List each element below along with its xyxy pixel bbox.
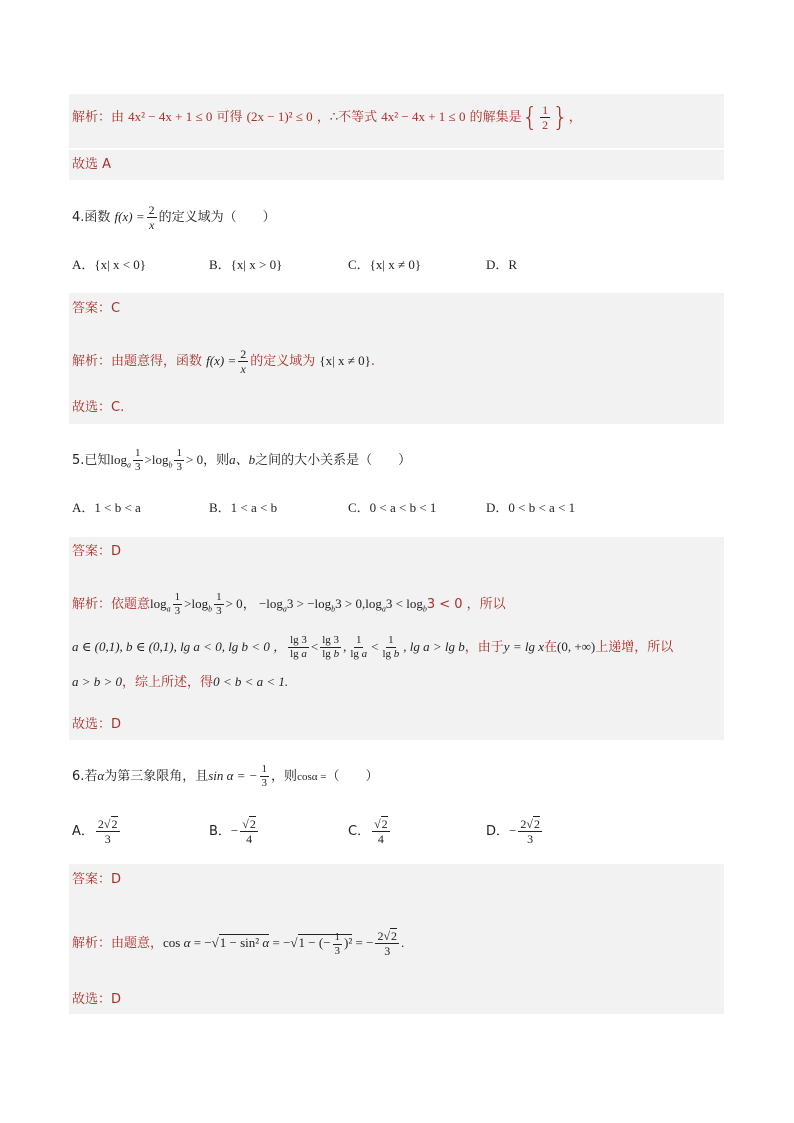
- q6-analysis: 解析：由题意，cos α = −√1 − sin² α = −√1 − (− $\frac{1}{3}$ )² = − $\frac{2√2}{3}$ .: [72, 929, 405, 958]
- q3-analysis-line: 解析：由 4x² − 4x + 1 ≤ 0 可得 (2x − 1)² ≤ 0 ，∴不等式 4x² − 4x + 1 ≤ 0 的解集是{ $\frac{1}{2}$ }，: [72, 102, 582, 133]
- q4-stem: 4.函数 f(x) = $\frac{2}{x}$ 的定义域为（ ）: [72, 203, 276, 232]
- q5-stem: 5.已知$\log_a$ $\frac{1}{3}$ $>\log_b$ $\frac{1}{3}$ > 0，则a、b之间的大小关系是（ ）: [72, 447, 412, 473]
- q3-choose: 故选 A: [72, 157, 112, 172]
- q4-option-c[interactable]: C．{x| x ≠ 0}: [348, 257, 422, 272]
- q4-option-a[interactable]: A．{x| x < 0}: [72, 257, 147, 272]
- q6-choose: 故选：D: [72, 992, 122, 1007]
- q5-option-b[interactable]: B．1 < a < b: [209, 500, 278, 515]
- q4-option-d[interactable]: D．R: [486, 257, 518, 272]
- q4-analysis: 解析：由题意得，函数 f(x) = $\frac{2}{x}$ 的定义域为 {x| x ≠ 0}.: [72, 347, 375, 376]
- q6-answer: 答案：D: [72, 872, 122, 887]
- q4-option-b[interactable]: B．{x| x > 0}: [209, 257, 283, 272]
- q4-fraction: $\frac{2}{x}$: [148, 203, 155, 232]
- q5-choose: 故选：D: [72, 717, 122, 732]
- q6-option-b[interactable]: B．− $\frac{√2}{4}$: [209, 817, 256, 846]
- q5-analysis-line1: 解析：依题意$\log_a$ $\frac{1}{3}$ $>\log_b$ $\frac{1}{3}$ > 0， $-\log_a3 > -\log_b3 > 0,\log_a3 < \log_b3 < 0$ ，所以: [72, 591, 506, 617]
- q5-option-d[interactable]: D．0 < b < a < 1: [486, 500, 576, 515]
- q6-stem: 6.若α为第三象限角，且sin α = − $\frac{1}{3}$ ，则cosα =（ ）: [72, 763, 379, 789]
- q6-option-c[interactable]: C． $\frac{√2}{4}$: [348, 817, 388, 846]
- q6-option-a[interactable]: A． $\frac{2√2}{3}$: [72, 817, 118, 846]
- q5-option-a[interactable]: A．1 < b < a: [72, 500, 141, 515]
- q5-option-c[interactable]: C．0 < a < b < 1: [348, 500, 437, 515]
- choose-block-q3: [69, 150, 724, 180]
- q5-analysis-line2: a ∈ (0,1), b ∈ (0,1), lg a < 0, lg b < 0 ， $\frac{\lg 3}{\text{lg a}}$ < $\frac{\lg 3}{\text{lg b}}$ , $\frac{1}{\text{lg a}}$ < $\frac{1}{\text{lg b}}$ , lg a > lg b，由于y = lg x在(0, +∞)上递增，所以: [72, 634, 674, 660]
- q6-option-d[interactable]: D．− $\frac{2√2}{3}$: [486, 817, 540, 846]
- q4-answer: 答案：C: [72, 301, 121, 316]
- half-fraction: $\frac{1}{2}$: [542, 103, 549, 132]
- q5-analysis-line3: a > b > 0，综上所述，得0 < b < a < 1.: [72, 674, 289, 690]
- q4-choose: 故选：C.: [72, 400, 125, 415]
- q5-answer: 答案：D: [72, 544, 122, 559]
